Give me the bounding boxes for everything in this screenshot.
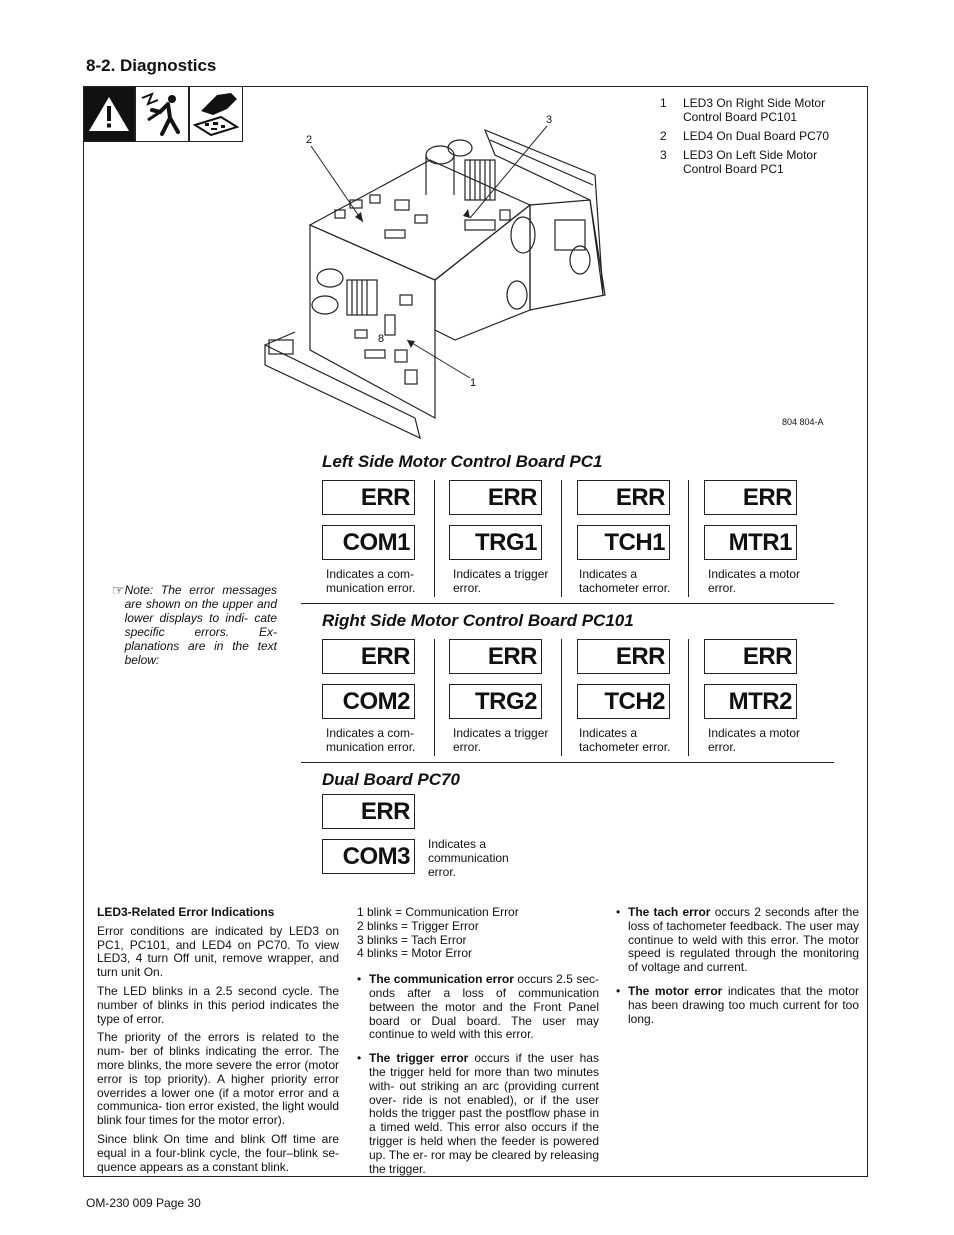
paragraph: The priority of the errors is related to the num- ber of blinks indicating the error. The more blinks, the more severe the error (motor error is top priority). A higher priority error overrides a lower one (if a motor error and a communica- tion error existed, the light would blink four times for the motor error). xyxy=(97,1030,339,1128)
display-err: ERR xyxy=(704,480,797,515)
desc-trg2: Indicates a trigger error. xyxy=(453,726,549,754)
section-heading: 8-2. Diagnostics xyxy=(86,56,217,75)
divider xyxy=(688,639,689,756)
desc-com3: Indicates a communication error. xyxy=(428,837,509,879)
blink-item: 3 blinks = Tach Error xyxy=(357,932,467,947)
display-err: ERR xyxy=(449,480,542,515)
display-err: ERR xyxy=(322,794,415,829)
bullet-icon: • xyxy=(616,905,621,919)
display-tch1: TCH1 xyxy=(577,525,670,560)
legend-item: 2 LED4 On Dual Board PC70 xyxy=(660,129,830,143)
display-com2: COM2 xyxy=(322,684,415,719)
display-trg1: TRG1 xyxy=(449,525,542,560)
unit-illustration xyxy=(255,100,615,440)
dual-board-title: Dual Board PC70 xyxy=(322,770,460,789)
paragraph: The LED blinks in a 2.5 second cycle. The number of blinks in this period indicates the type of error. xyxy=(97,983,339,1026)
warning-triangle-icon xyxy=(83,86,135,142)
callout-3: 3 xyxy=(546,114,553,126)
display-tch2: TCH2 xyxy=(577,684,670,719)
desc-tch2: Indicates a tachometer error. xyxy=(579,726,671,754)
section-divider xyxy=(301,603,834,604)
divider xyxy=(434,639,435,756)
desc-trg1: Indicates a trigger error. xyxy=(453,567,549,595)
section-divider xyxy=(301,762,834,763)
blink-item: 1 blink = Communication Error xyxy=(357,905,519,919)
paragraph: Error conditions are indicated by LED3 on PC1, PC101, and LED4 on PC70. To view LED3, 4 turn Off unit, remove wrapper, and turn unit On. xyxy=(97,923,339,980)
divider xyxy=(561,480,562,597)
desc-tch1: Indicates a tachometer error. xyxy=(579,567,671,595)
text-column-1 xyxy=(97,906,339,1179)
bullet-tach-error: • The tach error occurs 2 seconds after the loss of tachometer feedback. The user may continue to weld with this error. The motor speed is regulated through the monitoring of voltage and current. xyxy=(616,905,859,975)
paragraph: Since blink On time and blink Off time are equal in a four-blink cycle, the four–blink se- quence appears as a constant blink. xyxy=(97,1131,339,1174)
bullet-trigger-error: • The trigger error occurs if the user has the trigger held for more than two minutes with- out striking an arc (providing current over- ride is not enabled), or if the user holds the trigger past the postflow phase in a timed weld. This error also occurs if the trigger is held when the feeder is powered up. The er- ror may be cleared by releasing the trigger. xyxy=(357,1051,599,1176)
desc-mtr1: Indicates a motor error. xyxy=(708,567,801,595)
blink-item: 2 blinks = Trigger Error xyxy=(357,918,479,933)
legend-item: 1 LED3 On Right Side Motor Control Board PC101 xyxy=(660,96,826,124)
desc-com1: Indicates a com- munication error. xyxy=(326,567,416,595)
display-trg2: TRG2 xyxy=(449,684,542,719)
desc-mtr2: Indicates a motor error. xyxy=(708,726,801,754)
callout-1: 1 xyxy=(470,377,477,389)
bullet-communication-error: • The communication error occurs 2.5 sec- onds after a loss of communication between the motor and the Front Panel board or Dual board. The user may continue to weld with this error. xyxy=(357,972,599,1042)
figure-legend xyxy=(660,96,833,181)
divider xyxy=(688,480,689,597)
display-com3: COM3 xyxy=(322,839,415,874)
figure-reference: 804 804-A xyxy=(782,417,824,427)
display-err: ERR xyxy=(704,639,797,674)
text-column-2 xyxy=(357,906,599,1186)
bullet-icon: • xyxy=(357,972,362,987)
pointing-hand-icon: ☞ xyxy=(112,582,125,598)
bullet-icon: • xyxy=(357,1051,362,1066)
legend-item: 3 LED3 On Left Side Motor Control Board PC1 xyxy=(660,148,818,176)
display-err: ERR xyxy=(577,639,670,674)
divider xyxy=(561,639,562,756)
safety-symbols xyxy=(83,86,243,142)
blink-list xyxy=(357,906,599,961)
column-heading: LED3-Related Error Indications xyxy=(97,905,275,919)
desc-com2: Indicates a com- munication error. xyxy=(326,726,416,754)
hand-board-icon xyxy=(189,86,243,142)
callout-2: 2 xyxy=(306,134,313,146)
display-com1: COM1 xyxy=(322,525,415,560)
text-column-3 xyxy=(616,906,859,1036)
blink-item: 4 blinks = Motor Error xyxy=(357,946,473,961)
display-err: ERR xyxy=(322,480,415,515)
divider xyxy=(434,480,435,597)
bullet-motor-error: • The motor error indicates that the motor has been drawing too much current for too long. xyxy=(616,983,860,1026)
display-mtr2: MTR2 xyxy=(704,684,797,719)
electric-shock-icon xyxy=(135,86,189,142)
left-board-title: Left Side Motor Control Board PC1 xyxy=(322,452,603,471)
bullet-icon: • xyxy=(616,983,621,998)
callout-8: 8 xyxy=(378,333,385,345)
display-err: ERR xyxy=(577,480,670,515)
page-footer: OM-230 009 Page 30 xyxy=(86,1196,201,1210)
display-err: ERR xyxy=(449,639,542,674)
note: ☞ Note: The error messages are shown on the upper and lower displays to indi- cate specific errors. Ex- planations are in the text below: xyxy=(112,582,277,667)
display-err: ERR xyxy=(322,639,415,674)
right-board-title: Right Side Motor Control Board PC101 xyxy=(322,611,634,630)
display-mtr1: MTR1 xyxy=(704,525,797,560)
